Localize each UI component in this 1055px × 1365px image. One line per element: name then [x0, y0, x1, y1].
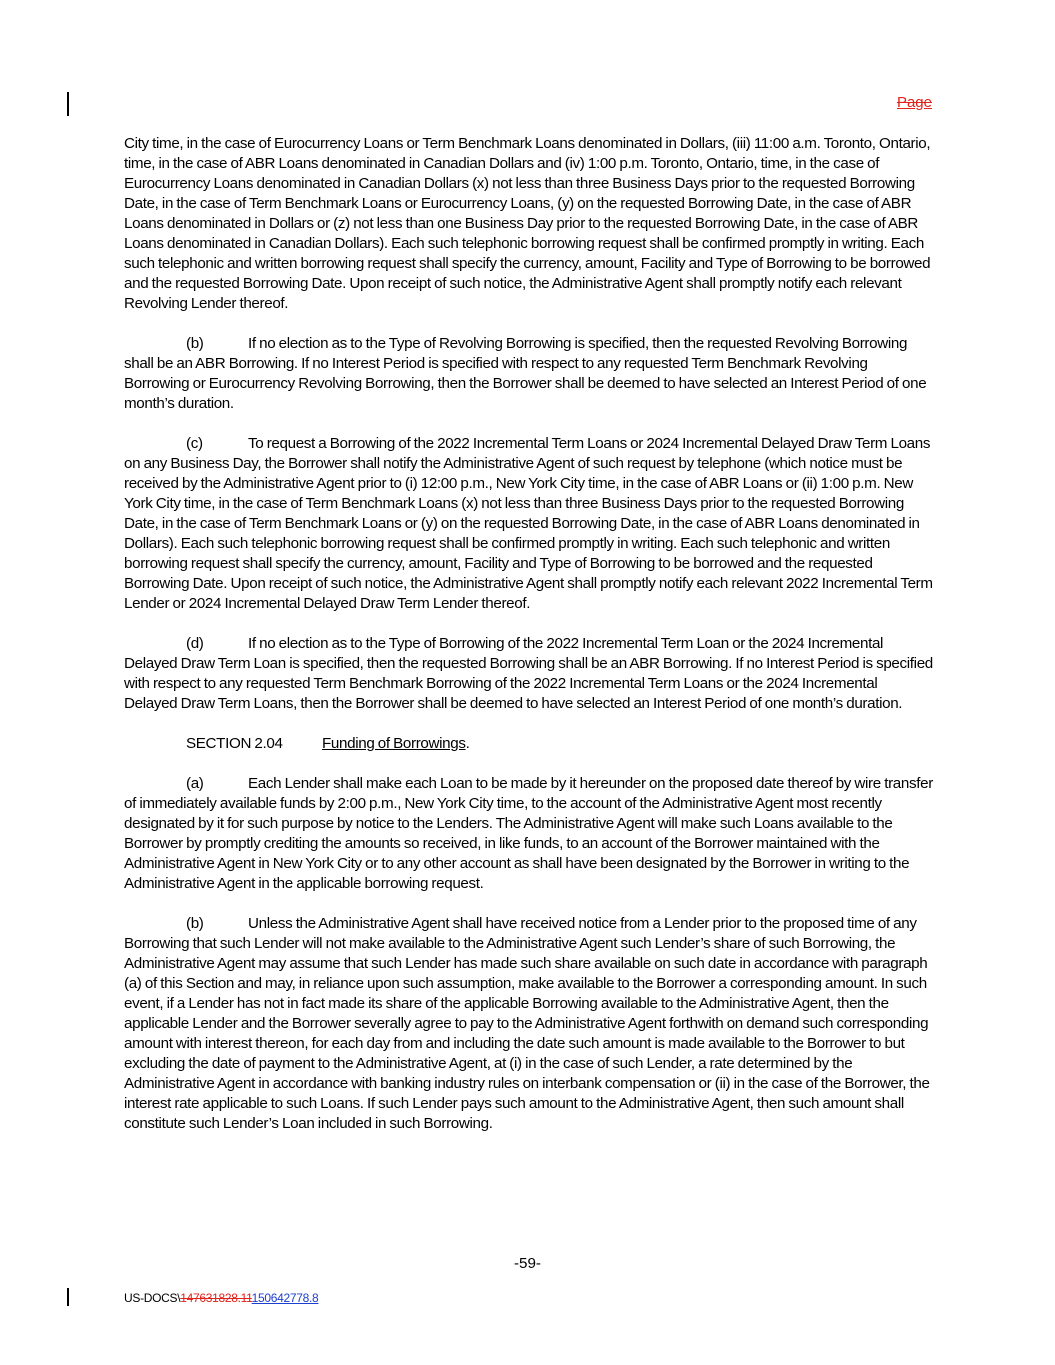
document-id-footer: [124, 1291, 318, 1305]
continued-paragraph: City time, in the case of Eurocurrency Loans or Term Benchmark Loans denominated in Dollars, (iii) 11:00 a.m. Toronto, Ontario, time, in the case of ABR Loans denominated in Canadian Dollars and (iv) 1:00 p.m. Toronto, Ontario, time, in the case of Eurocurrency Loans denominated in Canadian Dollars (x) not less than three Business Days prior to the requested Borrowing Date, in the case of Term Benchmark Loans or Eurocurrency Loans, (y) on the requested Borrowing Date, in the case of ABR Loans denominated in Dollars or (z) not less than one Business Day prior to the requested Borrowing Date, in the case of ABR Loans denominated in Canadian Dollars). Each such telephonic borrowing request shall be confirmed promptly in writing. Each such telephonic and written borrowing request shall specify the currency, amount, Facility and Type of Borrowing to be borrowed and the requested Borrowing Date. Upon receipt of such notice, the Administrative Agent shall promptly notify each relevant Revolving Lender thereof.: [124, 135, 931, 312]
page-header-mark: Page: [896, 94, 932, 111]
paragraph-text: If no election as to the Type of Borrowing of the 2022 Incremental Term Loan or the 2024 Incremental Delayed Draw Term Loan is specified, then the requested Borrowing shall be an ABR Borrowing. If no Interest Period is specified with respect to any requested Term Benchmark Borrowing of the 2022 Incremental Term Loans or the 2024 Incremental Delayed Draw Term Loans, then the Borrower shall be deemed to have selected an Interest Period of one month’s duration.: [124, 635, 933, 712]
section-title: Funding of Borrowings: [322, 735, 466, 752]
paragraph-d: [124, 634, 934, 714]
change-bar-bottom: [67, 1288, 69, 1306]
section-heading: [186, 734, 934, 754]
section-number: SECTION 2.04: [186, 735, 283, 752]
paragraph-text: Unless the Administrative Agent shall have received notice from a Lender prior to the proposed time of any Borrowing that such Lender will not make available to the Administrative Agent such Lender’s share of such Borrowing, the Administrative Agent may assume that such Lender has made such share available on such date in accordance with paragraph (a) of this Section and may, in reliance upon such assumption, make available to the Borrower a corresponding amount. In such event, if a Lender has not in fact made its share of the applicable Borrowing available to the Administrative Agent, then the applicable Lender and the Borrower severally agree to pay to the Administrative Agent forthwith on demand such corresponding amount with interest thereon, for each day from and including the date such amount is made available to the Borrower to but excluding the date of payment to the Administrative Agent, at (i) in the case of such Lender, a rate determined by the Administrative Agent in accordance with banking industry rules on interbank compensation or (ii) in the case of the Borrower, the interest rate applicable to such Loans. If such Lender pays such amount to the Administrative Agent, then such amount shall constitute such Lender’s Loan included in such Borrowing.: [124, 915, 930, 1132]
paragraph-b: [124, 334, 934, 414]
paragraph-label: (a): [186, 775, 204, 792]
section-paragraph-b: [124, 914, 934, 1134]
paragraph-text: To request a Borrowing of the 2022 Incremental Term Loans or 2024 Incremental Delayed Draw Term Loans on any Business Day, the Borrower shall notify the Administrative Agent of such request by telephone (which notice must be received by the Administrative Agent prior to (i) 12:00 p.m., New York City time, in the case of ABR Loans or (ii) 1:00 p.m. New York City time, in the case of Term Benchmark Loans (x) not less than three Business Days prior to the requested Borrowing Date, in the case of Term Benchmark Loans or (y) on the requested Borrowing Date, in the case of ABR Loans denominated in Dollars). Each such telephonic borrowing request shall be confirmed promptly in writing. Each such telephonic and written borrowing request shall specify the currency, amount, Facility and Type of Borrowing to be borrowed and the requested Borrowing Date. Upon receipt of such notice, the Administrative Agent shall promptly notify each relevant 2022 Incremental Term Lender or 2024 Incremental Delayed Draw Term Lender thereof.: [124, 435, 933, 612]
section-title-period: .: [465, 735, 470, 752]
change-bar-top: [67, 92, 69, 116]
doc-id-inserted: 150642778.8: [251, 1291, 319, 1305]
paragraph-label: (b): [186, 915, 204, 932]
paragraph-text: Each Lender shall make each Loan to be made by it hereunder on the proposed date thereof by wire transfer of immediately available funds by 2:00 p.m., New York City time, to the account of the Administrative Agent most recently designated by it for such purpose by notice to the Lenders. The Administrative Agent will make such Loans available to the Borrower by promptly crediting the amounts so received, in like funds, to an account of the Borrower maintained with the Administrative Agent in New York City or to any other account as shall have been designated by the Borrower in writing to the Administrative Agent in the applicable borrowing request.: [124, 775, 933, 892]
paragraph-label: (d): [186, 635, 204, 652]
paragraph-label: (c): [186, 435, 203, 452]
document-body: [124, 134, 934, 1154]
paragraph-c: [124, 434, 934, 614]
paragraph-label: (b): [186, 335, 204, 352]
page-number: -59-: [513, 1255, 541, 1272]
paragraph-text: If no election as to the Type of Revolving Borrowing is specified, then the requested Revolving Borrowing shall be an ABR Borrowing. If no Interest Period is specified with respect to any requested Term Benchmark Revolving Borrowing or Eurocurrency Revolving Borrowing, then the Borrower shall be deemed to have selected an Interest Period of one month’s duration.: [124, 335, 927, 412]
doc-id-deleted: 147631828.11: [180, 1291, 252, 1305]
doc-id-prefix: US-DOCS\: [124, 1291, 181, 1305]
section-paragraph-a: [124, 774, 934, 894]
